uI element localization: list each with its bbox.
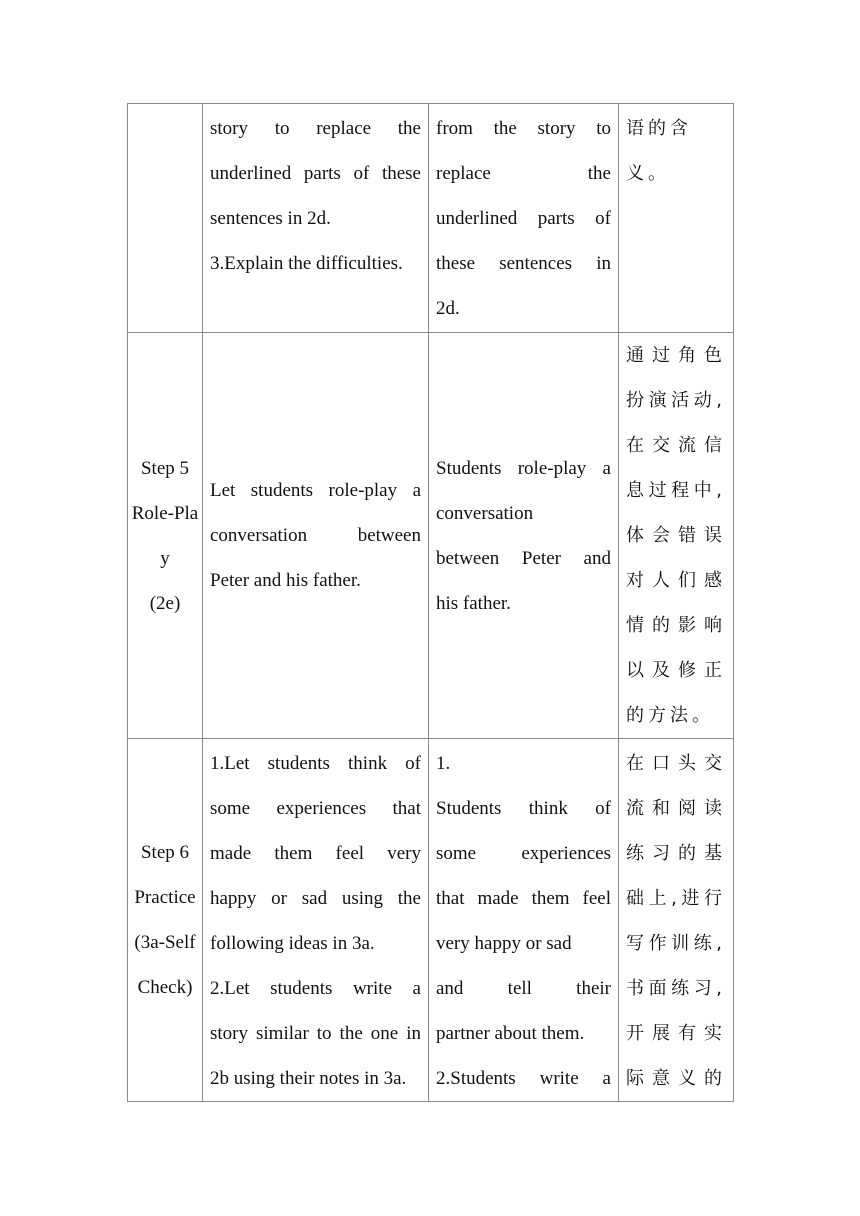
step-label-line: Practice — [134, 887, 196, 908]
text-line: 础上,进行 — [626, 888, 726, 909]
text-line: story to replace the — [210, 118, 421, 139]
teacher-activity-cell — [203, 739, 429, 1102]
cell-paragraph — [436, 536, 611, 626]
step-label-line: Role-Pla — [131, 502, 199, 524]
text-line: conversation between — [210, 525, 421, 546]
text-line: 流和阅读 — [626, 798, 726, 819]
step-label-line: (3a-Self — [134, 932, 196, 953]
text-line: 开展有实 — [626, 1023, 726, 1044]
cell-paragraph — [626, 333, 726, 738]
cell-paragraph — [436, 446, 611, 536]
text-line: partner about them. — [436, 1023, 585, 1044]
text-line: underlined parts of — [436, 208, 611, 229]
cell-paragraph — [436, 741, 611, 786]
text-line: story similar to the one in — [210, 1023, 421, 1044]
text-line: 2.Students write a — [436, 1068, 611, 1089]
text-line: 对人们感 — [626, 570, 726, 591]
text-line: Let students role-play a — [210, 480, 421, 501]
text-line: replace the — [436, 163, 611, 184]
table-row — [128, 739, 734, 1102]
cell-paragraph — [436, 966, 611, 1056]
step-cell — [128, 104, 203, 333]
text-line: from the story to — [436, 118, 611, 139]
teacher-activity-cell — [203, 104, 429, 333]
text-line: his father. — [436, 592, 511, 614]
cell-paragraph — [436, 1056, 611, 1101]
text-line: 的方法。 — [626, 705, 714, 726]
text-line: 际意义的 — [626, 1068, 726, 1089]
text-line: between Peter and — [436, 547, 611, 569]
text-line: 1. — [436, 753, 451, 774]
cell-paragraph — [626, 741, 726, 1101]
text-line: 在交流信 — [626, 435, 726, 456]
text-line: made them feel very — [210, 843, 421, 864]
text-line: underlined parts of these — [210, 163, 421, 184]
student-activity-cell — [429, 104, 619, 333]
step-label-line: y — [160, 547, 170, 569]
text-line: some experiences — [436, 843, 611, 864]
step-label-line: Step 6 — [140, 842, 190, 863]
text-line: 书面练习, — [626, 978, 726, 999]
text-line: following ideas in 3a. — [210, 933, 375, 954]
cell-paragraph — [626, 106, 726, 196]
text-line: some experiences that — [210, 798, 421, 819]
design-purpose-cell — [619, 104, 734, 333]
design-purpose-cell — [619, 739, 734, 1102]
text-line: 通过角色 — [626, 345, 726, 366]
text-line: 扮演活动, — [626, 390, 726, 411]
cell-paragraph — [436, 786, 611, 966]
text-line: 练习的基 — [626, 843, 726, 864]
cell-paragraph — [436, 106, 611, 331]
cell-paragraph — [210, 966, 421, 1101]
text-line: very happy or sad — [436, 933, 572, 954]
step-label-line: Step 5 — [140, 457, 190, 479]
text-line: 1.Let students think of — [210, 753, 421, 774]
student-activity-cell — [429, 739, 619, 1102]
text-line: sentences in 2d. — [210, 208, 331, 229]
step-cell — [128, 333, 203, 739]
text-line: that made them feel — [436, 888, 611, 909]
text-line: 情的影响 — [626, 615, 726, 636]
text-line: conversation — [436, 502, 534, 524]
text-line: 在口头交 — [626, 753, 726, 774]
text-line: Students role-play a — [436, 457, 611, 479]
text-line: 2.Let students write a — [210, 978, 421, 999]
design-purpose-cell — [619, 333, 734, 739]
text-line: 息过程中, — [626, 480, 726, 501]
cell-paragraph — [210, 106, 421, 241]
text-line: 3.Explain the difficulties. — [210, 253, 403, 274]
cell-paragraph — [210, 741, 421, 966]
step-label-line: (2e) — [149, 592, 181, 614]
teacher-activity-cell — [203, 333, 429, 739]
text-line: Students think of — [436, 798, 611, 819]
text-line: 以及修正 — [626, 660, 726, 681]
student-activity-cell — [429, 333, 619, 739]
text-line: these sentences in — [436, 253, 611, 274]
cell-paragraph — [210, 241, 421, 286]
text-line: Peter and his father. — [210, 570, 361, 591]
text-line: 写作训练, — [626, 933, 726, 954]
lesson-plan-table — [127, 103, 734, 1102]
cell-paragraph — [210, 468, 421, 603]
text-line: happy or sad using the — [210, 888, 421, 909]
table-row — [128, 104, 734, 333]
step-cell — [128, 739, 203, 1102]
text-line: 2d. — [436, 298, 460, 319]
step-label-line: Check) — [137, 977, 193, 998]
text-line: 语的含义。 — [626, 118, 692, 184]
table-row — [128, 333, 734, 739]
text-line: 体会错误 — [626, 525, 726, 546]
text-line: and tell their — [436, 978, 611, 999]
text-line: 2b using their notes in 3a. — [210, 1068, 407, 1089]
